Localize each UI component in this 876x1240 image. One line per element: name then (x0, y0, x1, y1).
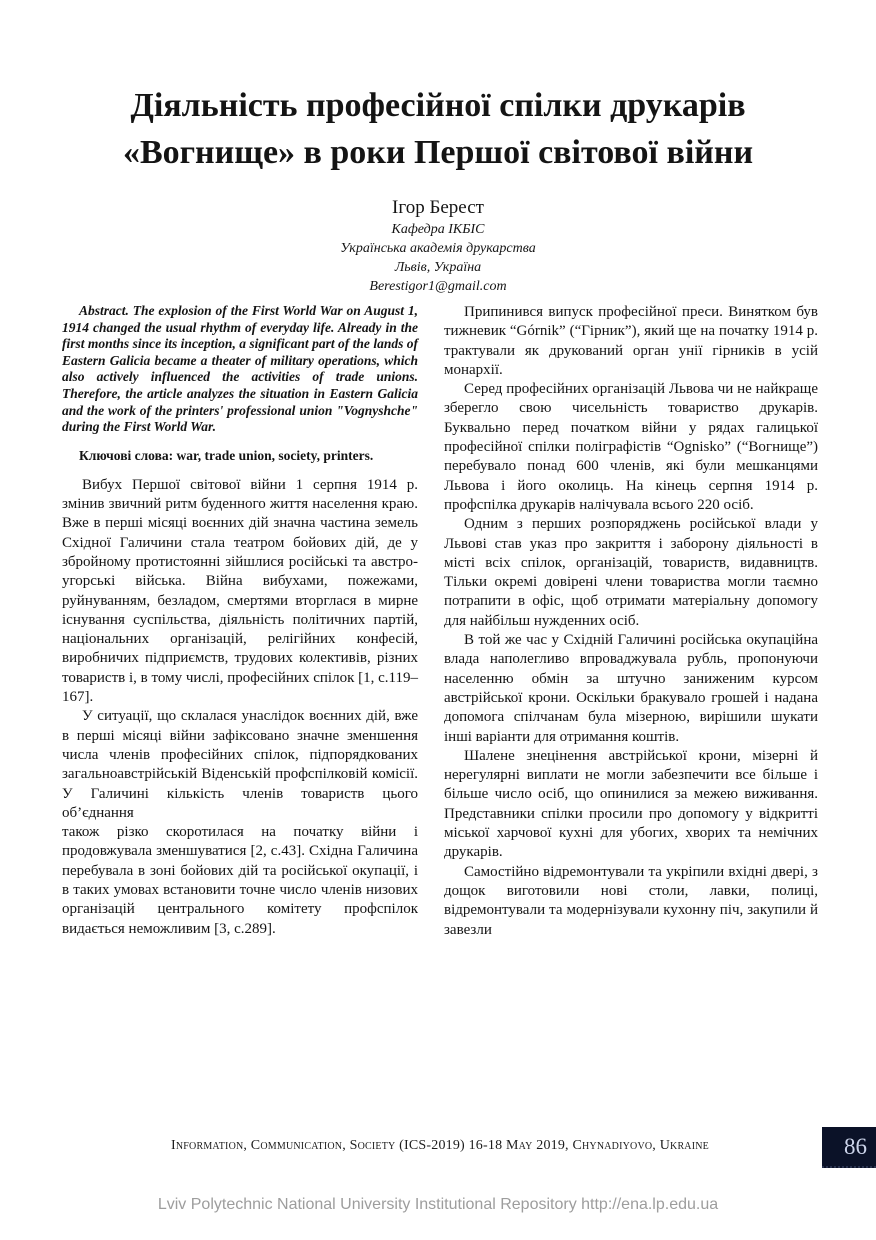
author-location: Львів, Україна (394, 260, 482, 275)
page-number: 86 (844, 1133, 867, 1159)
conference-footer: Information, Communication, Society (ICS-2019) 16-18 May 2019, Chynadiyovo, Ukraine (170, 1138, 709, 1153)
author-department: Кафедра ІКБІС (391, 222, 485, 237)
body-paragraph: У ситуації, що склалася унаслідок воєнних дій, вже в перші місяці війни зафіксовано значне зменшення числа членів професійних спілок, підпорядкованих загальноавстрійській Віденській профспілковій комісії. У Галичині кількість членів товариств цього об’єднання (62, 708, 418, 821)
body-paragraph: також різко скоротилася на початку війни і продовжувала зменшуватися [2, с.43]. Східна Галичина перебувала в зоні бойових дій та російської окупації, і в таких умовах встановити точне число членів низових організацій центрального комітету профспілок видається неможливим [3, с.289]. (62, 824, 418, 937)
abstract-text: Abstract. The explosion of the First World War on August 1, 1914 changed the usual rhythm of everyday life. Already in the first months since its inception, a significant part of the lands of Eastern Galicia became a theater of military operations, which also actively influenced the activities of trade unions. Therefore, the article analyzes the situation in Eastern Galicia and the work of the printers' professional union "Vognyshche" during the First World War. (62, 303, 418, 435)
left-column (62, 303, 418, 939)
body-paragraph: Шалене знецінення австрійської крони, мізерні й нерегулярні виплати не могли забезпечити все більше і більше число осіб, що опинилися за межею виживання. Представники спілки просили про допомогу у відкритті міської харчової кухні для убогих, хворих та немічних друкарів. (444, 747, 818, 861)
body-paragraph: Припинився випуск професійної преси. Винятком був тижневик “Górnik” (“Гірник”), який ще на початку 1914 р. трактували як друкований орган унії гірників в усій монархії. (444, 304, 818, 378)
paper-title-line2: «Вогнище» в роки Першої світової війни (122, 134, 754, 171)
title-block (44, 82, 832, 176)
body-paragraph: Вибух Першої світової війни 1 серпня 1914 р. змінив звичний ритм буденного життя населення краю. Вже в перші місяці воєнних дій значна частина земель Східної Галичини стала театром бойових дій, де у збройному протистоянні зійшлися російські та австро-угорські війська. Війна вибухами, пожежами, руйнуванням, безладом, смертями вторглася в мирне існування суспільства, діяльність політичних партій, національних організацій, релігійних конфесій, виробничих підприємств, трудових колективів, різних товариств і, в тому числі, професійних спілок [1, с.119–167]. (62, 476, 418, 706)
paper-title-line1: Діяльність професійної спілки друкарів (130, 87, 746, 124)
author-email: Berestigor1@gmail.com (369, 279, 507, 294)
repository-footer: Lviv Polytechnic National University Institutional Repository http://ena.lp.edu.ua (157, 1196, 719, 1213)
right-column (444, 303, 818, 940)
paper-title (44, 82, 832, 176)
body-paragraph: В той же час у Східній Галичині російська окупаційна влада наполегливо впроваджувала рубль, пропонуючи населенню обмін за штучно заниженим курсом австрійської крони. Оскільки бракувало грошей і надана допомога спілчанам була мізерною, вирішили шукати інші варіанти для отримання коштів. (444, 632, 818, 745)
body-paragraph: Серед професійних організацій Львова чи не найкраще зберегло свою чисельність товариство друкарів. Буквально перед початком війни у рядах галицької професійної спілки поліграфістів “Ognisko” (“Вогнище”) перебувало понад 600 членів, які були мешканцями Львова і його околиць. На кінець серпня 1914 р. профспілка друкарів налічувала всього 220 осіб. (444, 381, 818, 513)
right-column-paragraphs (444, 303, 818, 940)
page-number-badge (822, 1127, 876, 1168)
left-column-paragraphs (62, 476, 418, 939)
two-column-body (62, 303, 818, 940)
author-institution: Українська академія друкарства (340, 241, 536, 256)
keywords-text: Ключові слова: war, trade union, society, printers. (79, 447, 374, 463)
author-block (0, 196, 876, 296)
body-paragraph: Одним з перших розпоряджень російської влади у Львові став указ про закриття і заборону діяльності в місті всіх спілок, організацій, товариств, видавництв. Тільки окремі довірені члени товариства могли таємно потрапити в офіс, щоб отримати матеріальну допомогу для найбільш нужденних осіб. (444, 516, 818, 629)
author-name: Ігор Берест (392, 197, 484, 218)
body-paragraph: Самостійно відремонтували та укріпили вхідні двері, з дощок виготовили нові столи, лавки, полиці, відремонтували та модернізували кухонну піч, закупили й завезли (444, 863, 818, 938)
